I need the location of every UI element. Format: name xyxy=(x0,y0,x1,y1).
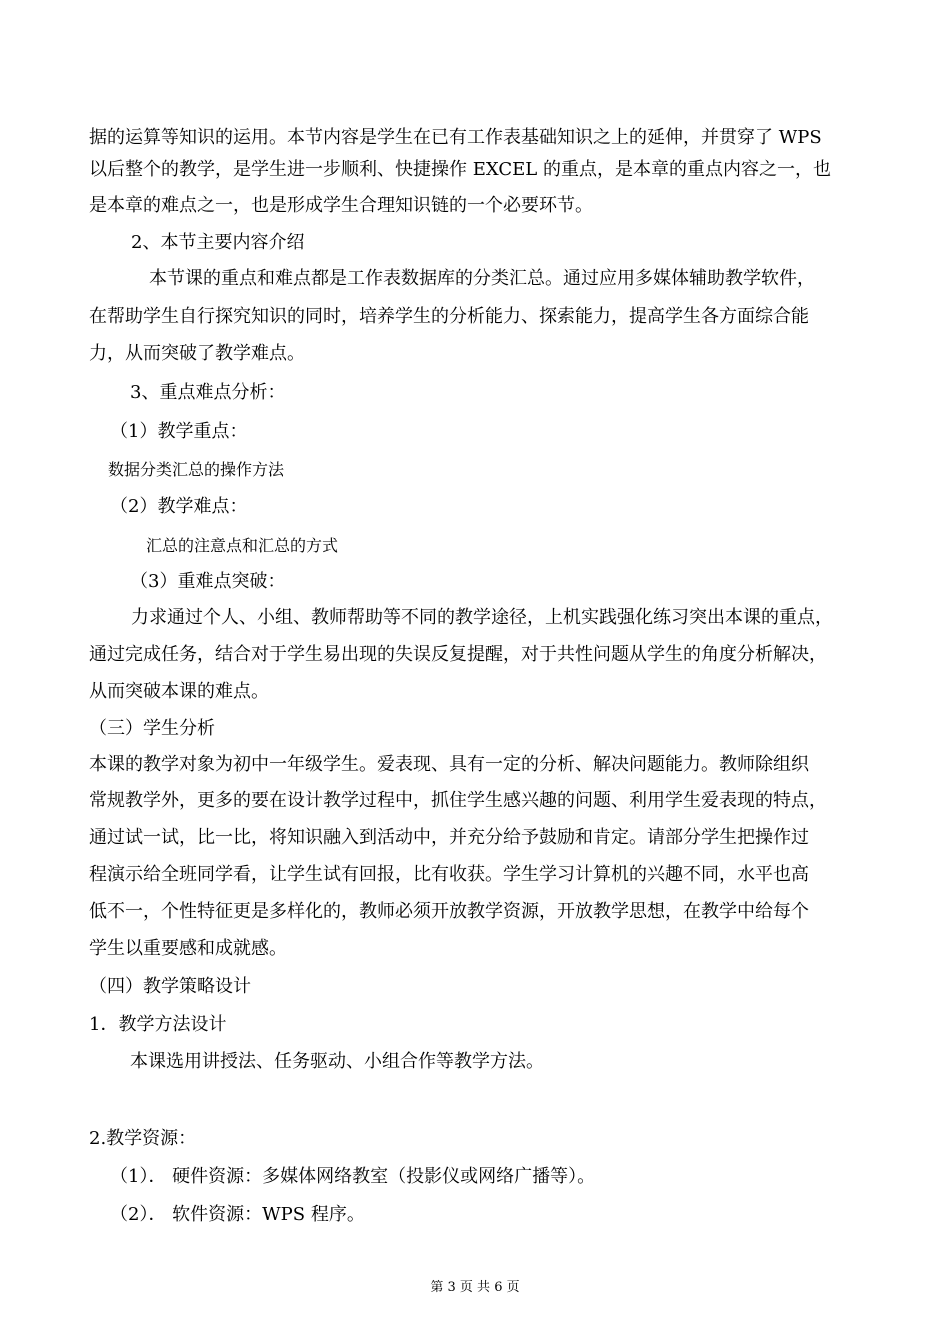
page-footer xyxy=(0,1280,950,1296)
paragraph-line: 本节课的重点和难点都是工作表数据库的分类汇总。通过应用多媒体辅助教学软件， xyxy=(149,268,815,289)
subsection-heading: 1．教学方法设计 xyxy=(89,1014,227,1035)
paragraph-line: 力，从而突破了教学难点。 xyxy=(89,343,305,364)
paragraph-line: 据的运算等知识的运用。本节内容是学生在已有工作表基础知识之上的延伸，并贯穿了 WPS xyxy=(89,127,822,148)
subsection-heading: （1）教学重点： xyxy=(110,421,248,442)
paragraph-line: 是本章的难点之一，也是形成学生合理知识链的一个必要环节。 xyxy=(89,195,593,216)
paragraph-line: 力求通过个人、小组、教师帮助等不同的教学途径，上机实践强化练习突出本课的重点， xyxy=(131,607,833,628)
paragraph-line: 本课选用讲授法、任务驱动、小组合作等教学方法。 xyxy=(130,1051,544,1072)
paragraph-line: 学生以重要感和成就感。 xyxy=(89,938,287,959)
list-item: （1）． 硬件资源：多媒体网络教室（投影仪或网络广播等）。 xyxy=(110,1166,596,1187)
paragraph-line: 常规教学外，更多的要在设计教学过程中，抓住学生感兴趣的问题、利用学生爱表现的特点， xyxy=(89,790,827,811)
subsection-heading: （2）教学难点： xyxy=(110,496,248,517)
paragraph-line: 低不一，个性特征更是多样化的，教师必须开放教学资源，开放教学思想，在教学中给每个 xyxy=(89,901,809,922)
paragraph-line: 在帮助学生自行探究知识的同时，培养学生的分析能力、探索能力，提高学生各方面综合能 xyxy=(89,306,809,327)
list-item: 汇总的注意点和汇总的方式 xyxy=(146,536,339,555)
paragraph-line: 从而突破本课的难点。 xyxy=(89,681,269,702)
paragraph-line: 以后整个的教学，是学生进一步顺利、快捷操作 EXCEL 的重点，是本章的重点内容之一，也 xyxy=(89,159,831,180)
section-heading: 2、本节主要内容介绍 xyxy=(131,232,305,253)
page-number-label: 第 3 页 共 6 页 xyxy=(430,1280,520,1295)
subsection-heading: 2.教学资源： xyxy=(89,1128,197,1149)
list-item: 数据分类汇总的操作方法 xyxy=(108,460,285,479)
subsection-heading: （3）重难点突破： xyxy=(130,571,286,592)
section-heading: （四）教学策略设计 xyxy=(89,976,251,997)
paragraph-line: 通过完成任务，结合对于学生易出现的失误反复提醒，对于共性问题从学生的角度分析解决， xyxy=(89,644,827,665)
paragraph-line: 程演示给全班同学看，让学生试有回报，比有收获。学生学习计算机的兴趣不同，水平也高 xyxy=(89,864,809,885)
section-heading: 3、重点难点分析： xyxy=(130,382,286,403)
list-item: （2）． 软件资源：WPS 程序。 xyxy=(110,1204,365,1225)
section-heading: （三）学生分析 xyxy=(89,718,215,739)
paragraph-line: 通过试一试，比一比，将知识融入到活动中，并充分给予鼓励和肯定。请部分学生把操作过 xyxy=(89,827,809,848)
paragraph-line: 本课的教学对象为初中一年级学生。爱表现、具有一定的分析、解决问题能力。教师除组织 xyxy=(89,754,809,775)
